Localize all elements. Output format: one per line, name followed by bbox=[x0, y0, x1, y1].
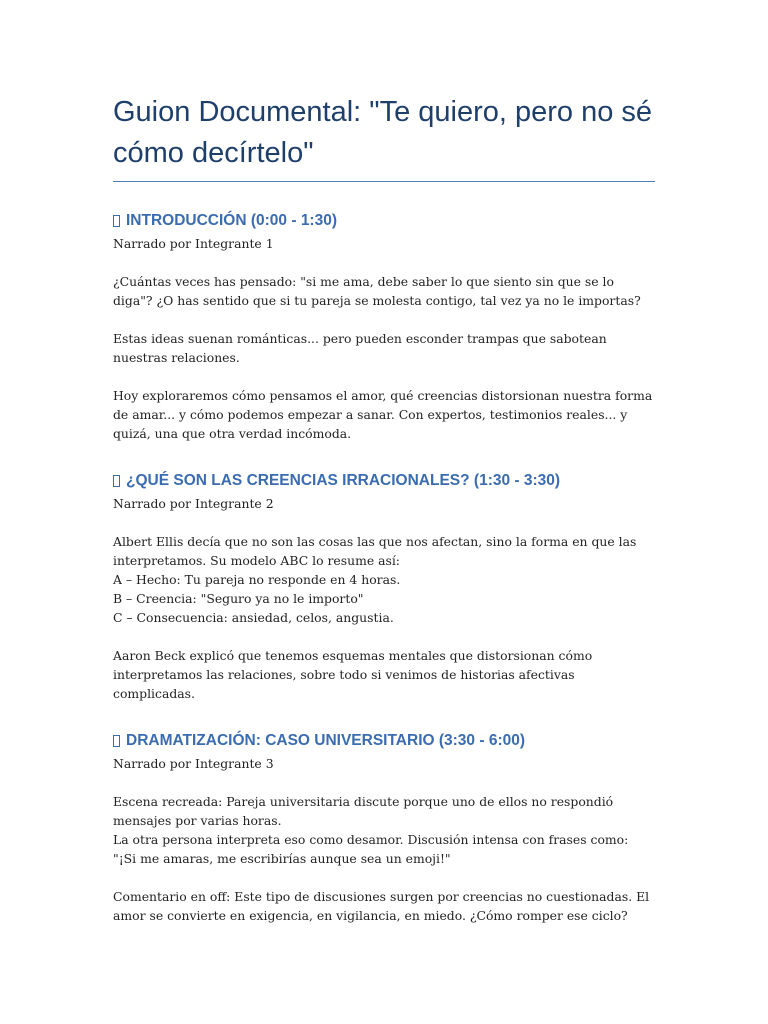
paragraph: ¿Cuántas veces has pensado: "si me ama, debe saber lo que siento sin que se lo diga"? ¿O has sentido que si tu pareja se molesta contigo, tal vez ya no le importas? bbox=[113, 274, 641, 308]
scene-paragraph bbox=[113, 792, 655, 868]
section-heading-text: ¿QUÉ SON LAS CREENCIAS IRRACIONALES? (1:30 - 3:30) bbox=[126, 472, 561, 489]
document-title: Guion Documental: "Te quiero, pero no sé cómo decírtelo" bbox=[113, 96, 653, 169]
abc-item-c: C – Consecuencia: ansiedad, celos, angustia. bbox=[113, 610, 394, 625]
paragraph: Comentario en off: Este tipo de discusiones surgen por creencias no cuestionadas. El amor se convierte en exigencia, en vigilancia, en miedo. ¿Cómo romper ese ciclo? bbox=[113, 889, 650, 923]
missing-glyph-icon bbox=[113, 735, 120, 747]
missing-glyph-icon bbox=[113, 475, 120, 487]
section-heading bbox=[113, 471, 655, 491]
missing-glyph-icon bbox=[113, 215, 120, 227]
abc-paragraph bbox=[113, 532, 655, 627]
section-heading bbox=[113, 211, 655, 231]
section-heading-text: INTRODUCCIÓN (0:00 - 1:30) bbox=[126, 212, 337, 229]
abc-intro: Albert Ellis decía que no son las cosas las que nos afectan, sino la forma en que las interpretamos. Su modelo ABC lo resume así: bbox=[113, 534, 637, 568]
section-heading-text: DRAMATIZACIÓN: CASO UNIVERSITARIO (3:30 - 6:00) bbox=[126, 732, 526, 749]
narrator-line: Narrado por Integrante 2 bbox=[113, 496, 274, 511]
section-dramatizacion bbox=[113, 731, 655, 925]
narrator-line: Narrado por Integrante 3 bbox=[113, 756, 274, 771]
paragraph: Hoy exploraremos cómo pensamos el amor, qué creencias distorsionan nuestra forma de amar... y cómo podemos empezar a sanar. Con expertos, testimonios reales... y quizá, una que otra verdad incómoda. bbox=[113, 388, 653, 441]
abc-item-b: B – Creencia: "Seguro ya no le importo" bbox=[113, 591, 364, 606]
section-creencias-irracionales bbox=[113, 471, 655, 703]
paragraph: Estas ideas suenan románticas... pero pueden esconder trampas que sabotean nuestras relaciones. bbox=[113, 331, 607, 365]
section-introduccion bbox=[113, 211, 655, 443]
scene-quote: "¡Si me amaras, me escribirías aunque sea un emoji!" bbox=[113, 851, 451, 866]
scene-line: La otra persona interpreta eso como desamor. Discusión intensa con frases como: bbox=[113, 832, 629, 847]
narrator-line: Narrado por Integrante 1 bbox=[113, 236, 274, 251]
abc-item-a: A – Hecho: Tu pareja no responde en 4 horas. bbox=[113, 572, 401, 587]
scene-line: Escena recreada: Pareja universitaria discute porque uno de ellos no respondió mensajes por varias horas. bbox=[113, 794, 614, 828]
document-page bbox=[113, 92, 655, 953]
paragraph: Aaron Beck explicó que tenemos esquemas mentales que distorsionan cómo interpretamos las relaciones, sobre todo si venimos de historias afectivas complicadas. bbox=[113, 648, 593, 701]
title-underline bbox=[113, 181, 655, 182]
section-heading bbox=[113, 731, 655, 751]
